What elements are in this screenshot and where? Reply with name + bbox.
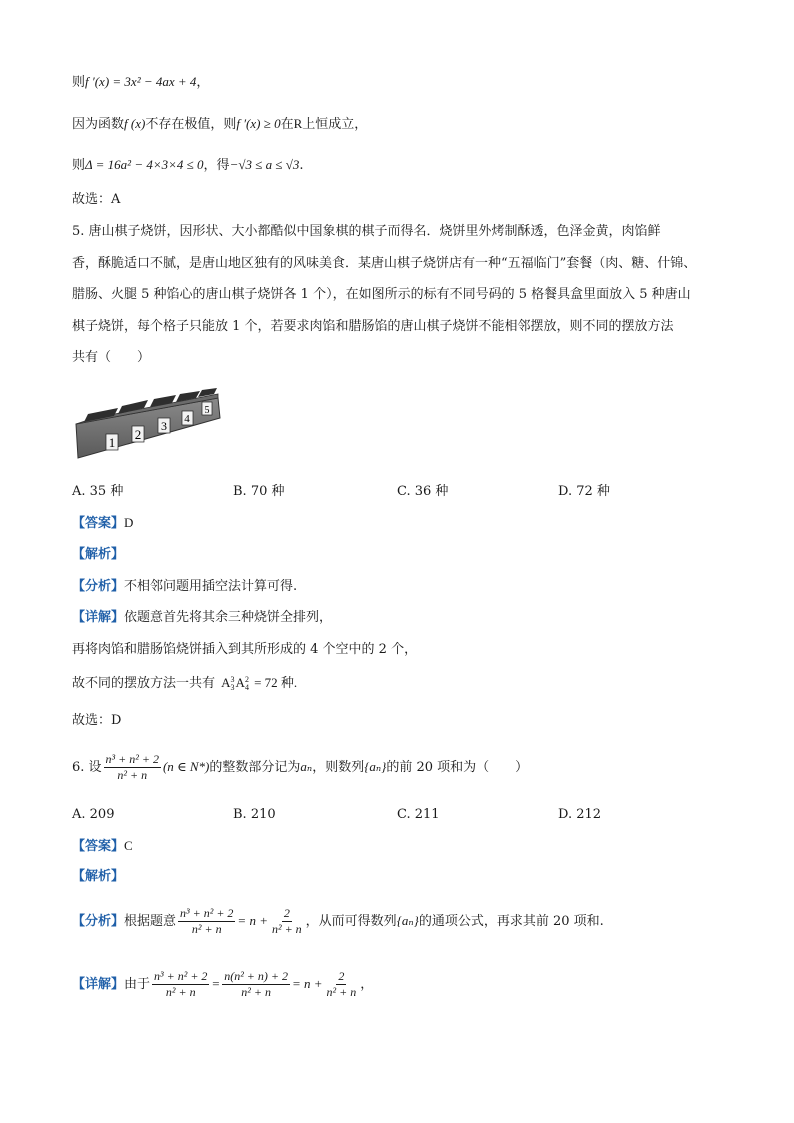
q5-xiangjie-3: 故不同的摆放方法一共有 A 3 3 A 2 4 = 72 种. (72, 674, 298, 692)
q6-stem: 6. 设 $\frac{\text{n³ + n² + 2}}{\text{n² + n}}$ (n ∈ N*)的整数部分记为aₙ，则数列{aₙ}的前 20 项和为（ ） (72, 752, 529, 782)
box-label-2: 2 (134, 427, 142, 442)
q6-fenxi: 【分析】根据题意 $\frac{\text{n³ + n² + 2}}{\text{n² + n}}$ = n + $\frac{2}{\text{n² + n}}$ ，从而可得数列{aₙ}的通项公式，再求其前 20 项和. (72, 906, 604, 936)
q5-text-line-3: 腊肠、火腿 5 种馅心的唐山棋子烧饼各 1 个），在如图所示的标有不同号码的 5 格餐具盒里面放入 5 种唐山 (72, 287, 691, 302)
derivative-formula: f ′(x) = 3x² − 4ax + 4 (85, 74, 197, 89)
q6-option-a: A. 209 (72, 807, 115, 822)
q5-text-line-5: 共有（ ） (72, 350, 151, 365)
q6-fraction: $\frac{\text{n³ + n² + 2}}{\text{n² + n}}$ (105, 752, 159, 782)
box-label-3: 3 (161, 419, 167, 433)
q6-option-b: B. 210 (233, 807, 276, 822)
line-derivative: 则f ′(x) = 3x² − 4ax + 4， (72, 74, 210, 90)
box-label-1: 1 (108, 435, 116, 450)
box-label-5: 5 (204, 405, 210, 416)
q5-analysis-heading: 【解析】 (72, 547, 125, 562)
q5-answer: 【答案】D (72, 515, 134, 531)
q5-xiangjie-2: 再将肉馅和腊肠馅烧饼插入到其所形成的 4 个空中的 2 个， (72, 642, 418, 657)
choice-line: 故选：A (72, 192, 121, 207)
q5-option-b: B. 70 种 (233, 484, 285, 499)
q6-xiangjie: 【详解】由于 $\frac{\text{n³ + n² + 2}}{\text{n² + n}}$ = $\frac{\text{n(n² + n) + 2}}{\text{n² + n}}$ = n + $\frac{2}{\text{n² + n}}$ ， (72, 969, 374, 999)
five-cell-box-figure (74, 382, 224, 462)
q5-option-a: A. 35 种 (72, 484, 124, 499)
q5-fenxi: 【分析】不相邻问题用插空法计算可得. (72, 579, 298, 594)
q5-choice: 故选：D (72, 713, 122, 728)
q6-option-c: C. 211 (397, 807, 440, 822)
q6-option-d: D. 212 (558, 807, 602, 822)
q5-option-c: C. 36 种 (397, 484, 449, 499)
box-label-4: 4 (184, 413, 190, 425)
q5-text-line-2: 香，酥脆适口不腻，是唐山地区独有的风味美食．某唐山棋子烧饼店有一种“五福临门”套餐（肉、糖、什锦、 (72, 256, 697, 271)
q5-text-line-1: 5. 唐山棋子烧饼，因形状、大小都酷似中国象棋的棋子而得名．烧饼里外烤制酥透，色泽金黄，肉馅鲜 (72, 224, 661, 239)
line-no-extremum: 因为函数f (x)不存在极值，则f ′(x) ≥ 0在R上恒成立， (72, 116, 368, 132)
q6-answer: 【答案】C (72, 838, 133, 854)
q6-analysis-heading: 【解析】 (72, 869, 125, 884)
q5-text-line-4: 棋子烧饼，每个格子只能放 1 个，若要求肉馅和腊肠馅的唐山棋子烧饼不能相邻摆放，则不同的摆放方法 (72, 319, 674, 334)
q5-xiangjie-1: 【详解】依题意首先将其余三种烧饼全排列， (72, 610, 333, 625)
q5-option-d: D. 72 种 (558, 484, 610, 499)
line-discriminant: 则Δ = 16a² − 4×3×4 ≤ 0，得−√3 ≤ a ≤ √3. (72, 157, 304, 173)
